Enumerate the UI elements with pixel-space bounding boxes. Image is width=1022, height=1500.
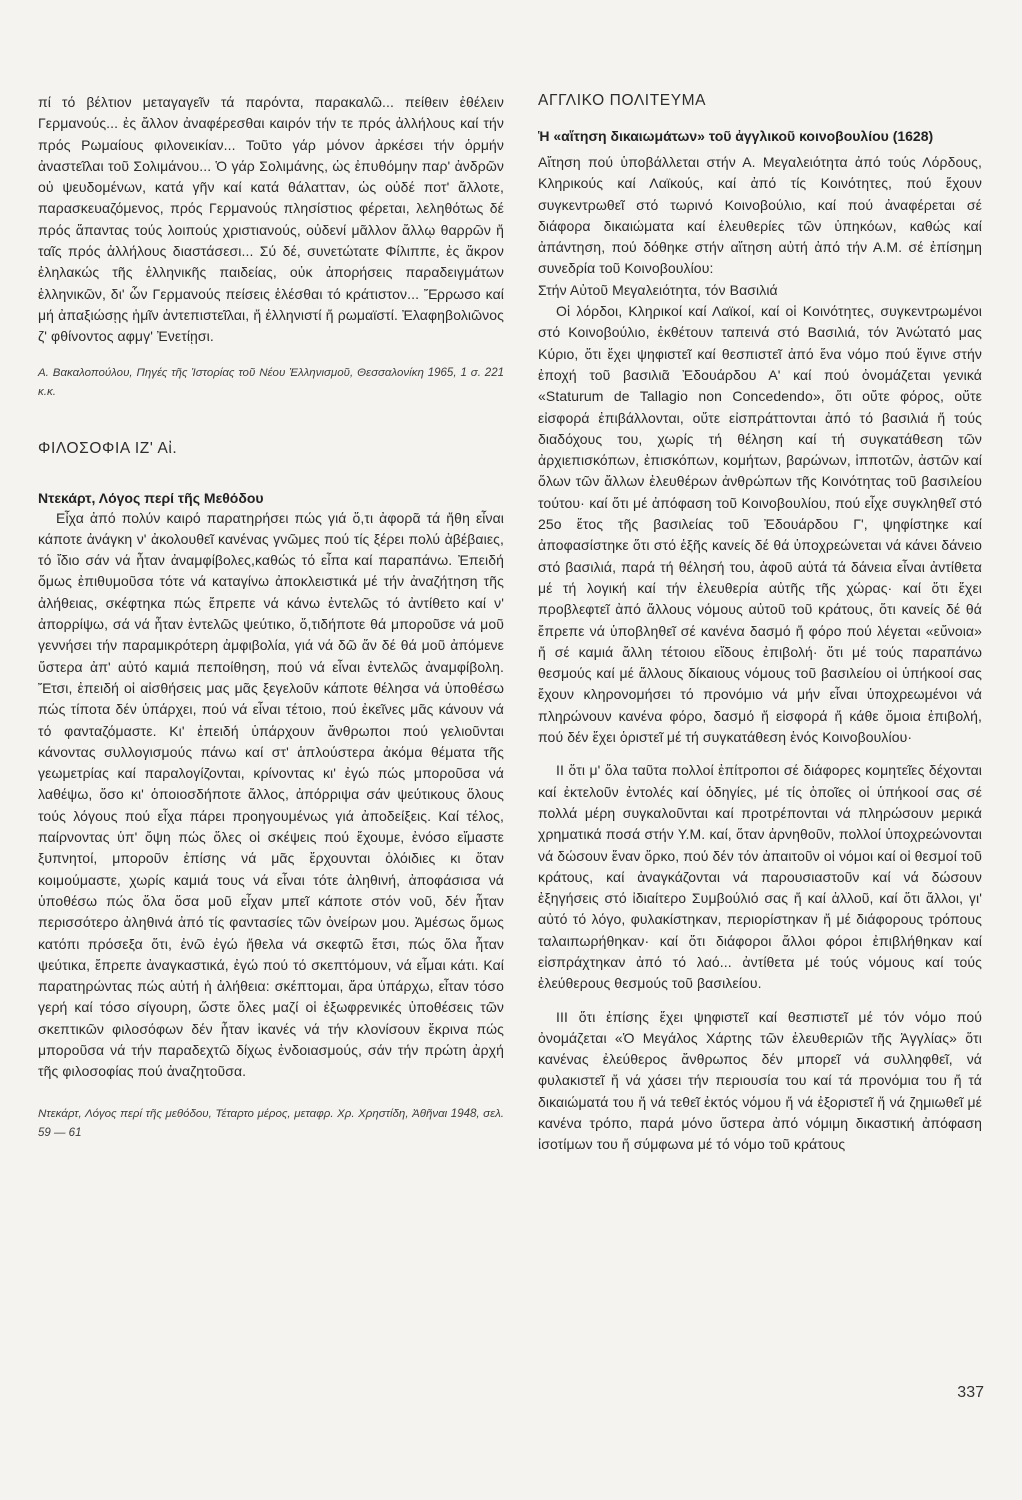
doc-title-descartes: Ντεκάρτ, Λόγος περί τῆς Μεθόδου xyxy=(38,489,264,506)
section-title-philosophy: ΦΙΛΟΣΟΦΙΑ ΙΖ' Αἰ. xyxy=(38,439,178,457)
page-number: 337 xyxy=(957,1384,984,1401)
petition-para-2: ΙΙ ὅτι μ' ὅλα ταῦτα πολλοί ἐπίτροποι σέ διάφορες κομητεῖες δέχονται καί ἐκτελοῦν ἐντολές καί ὁδηγίες, μέ τίς ὁποῖες οἱ ὑπήκοοί σας σέ πολλά μέρη συγκαλοῦνται καί προτρέπονται νά πληρώσουν μερικά χρηματικά ποσά στήν Υ.Μ. καί, ὅταν ἀρνηθοῦν, πολλοί ὑποχρεώνονται νά δώσουν ἕναν ὅρκο, πού δέν τόν ἀπαιτοῦν οἱ νόμοι καί οἱ θεσμοί τοῦ κράτους, καί ἀναγκάζονται νά παρουσιαστοῦν καί νά δώσουν ἐξηγήσεις στό ἰδιαίτερο Συμβούλιό σας ἤ καί ἀλλοῦ, καί ὅτι ἄλλοι, γι' αὐτό τό λόγο, φυλακίστηκαν, περιορίστηκαν ἤ μέ διάφορους τρόπους ταλαιπωρήθηκαν· καί ὅτι διάφοροι ἄλλοι φόροι ἐπιβλήθηκαν καί εἰσπράχτηκαν ἀπό τό λαό... ἀντίθετα μέ τούς νόμους καί τούς ἐλεύθερους θεσμούς τοῦ βασιλείου. xyxy=(538,762,982,992)
petition-intro: Αἴτηση πού ὑποβάλλεται στήν Α. Μεγαλειότητα ἀπό τούς Λόρδους, Κληρικούς καί Λαϊκούς, καί ἀπό τίς Κοινότητες, πού ἔχουν συγκεντρωθεῖ στό τωρινό Κοινοβούλιο, καί πού ἀναφέρεται σέ διάφορα δικαιώματα καί ἐλευθερίες τῶν ὑπηκόων, καθώς καί ἀπάντηση, πού δόθηκε στήν αἴτηση αὐτή ἀπό τήν Α.Μ. σέ ἐπίσημη συνεδρία τοῦ Κοινοβουλίου: xyxy=(538,154,982,277)
doc-title-petition: Ἡ «αἴτηση δικαιωμάτων» τοῦ ἀγγλικοῦ κοινοβουλίου (1628) xyxy=(538,128,934,144)
right-column xyxy=(538,92,982,1156)
petition-para-3: ΙΙΙ ὅτι ἐπίσης ἔχει ψηφιστεῖ καί θεσπιστεῖ μέ τόν νόμο πού ὀνομάζεται «Ὁ Μεγάλος Χάρτης τῶν ἐλευθεριῶν τῆς Ἀγγλίας» ὅτι κανένας ἐλεύθερος ἄνθρωπος δέν μπορεῖ νά συλληφθεῖ, νά φυλακιστεῖ ἤ νά χάσει τήν περιουσία του καί τά προνόμια του ἤ τά δικαιώματά του ἤ νά τεθεῖ ἐκτός νόμου ἤ νά ἐξοριστεῖ ἤ νά ζημιωθεῖ μέ κανένα τρόπο, παρά μόνο ὕστερα ἀπό νόμιμη δικαστική ἀπόφαση ἰσοτίμων του ἤ σύμφωνα μέ τό νόμο τοῦ κράτους xyxy=(538,1008,982,1153)
petition-address: Στήν Αὐτοῦ Μεγαλειότητα, τόν Βασιλιά xyxy=(538,281,778,298)
descartes-source: Ντεκάρτ, Λόγος περί τῆς μεθόδου, Τέταρτο μέρος, μεταφρ. Χρ. Χρηστίδη, Ἀθῆναι 1948, σελ. 59 — 61 xyxy=(38,1107,504,1139)
quote-letter-text: πί τό βέλτιον μεταγαγεῖν τά παρόντα, παρακαλῶ... πείθειν ἐθέλειν Γερμανούς... ἐς ἄλλον ἀναφέρεσθαι καιρόν τήν τε πρός ἀλλήλους καί τήν πρός Ρωμαίους φιλονεικίαν... Τοῦτο γάρ μόνον ἀρκέσει τήν ὁρμήν ἀναστεῖλαι τοῦ Σολιμάνου... Ὁ γάρ Σολιμάνης, ὡς ἐπυθόμην παρ' ἀνδρῶν οὐ ψευδομένων, κατά γῆν καί κατά θάλατταν, ὡς οὐδέ ποτ' ἄλλοτε, παρασκευαζόμενος, πρός Γερμανούς πλησίστιος φέρεται, λεληθότως δέ πρός ἅπαντας τούς λοιπούς χριστιανούς, οὐδενί μᾶλλον ἄλλῳ θαρρῶν ἤ ταῖς πρός ἀλλήλους διαστάσεσι... Σύ δέ, συνετώτατε Φίλιππε, ἐς ἄκρον ἐληλακώς τῆς ἑλληνικῆς παιδείας, οὐκ ἀπορήσεις παραδειγμάτων ἑλληνικῶν, δι' ὧν Γερμανούς πείσεις ἑλέσθαι τό κράτιστον... Ἔρρωσο καί μή ἀπαξιώσῃς ἡμῖν ἀντεπιστεῖλαι, ἤ ἑλληνιστί ἤ ρωμαϊστί. Ἐλαφηβολιῶνος ζ' φθίνοντος αφμγ' Ἐνετίῃσι. xyxy=(38,94,504,345)
quote-letter-source: Α. Βακαλοπούλου, Πηγές τῆς Ἱστορίας τοῦ Νέου Ἑλληνισμοῦ, Θεσσαλονίκη 1965, 1 σ. 221 κ.κ. xyxy=(38,366,504,398)
descartes-text: Εἶχα ἀπό πολύν καιρό παρατηρήσει πώς γιά ὅ,τι ἀφορᾶ τά ἤθη εἶναι κάποτε ἀνάγκη ν' ἀκολουθεῖ κανένας γνῶμες πού τίς ξέρει πολύ ἀβέβαιες, τό ἴδιο σάν νά ἦταν ἀναμφίβολες,καθώς τό εἶπα καί παραπάνω. Ἐπειδή ὅμως ἐπιθυμοῦσα τότε νά καταγίνω ἀποκλειστικά μέ τήν ἀναζήτηση τῆς ἀλήθειας, σκέφτηκα πώς ἔπρεπε νά κάνω ἐντελῶς τό ἀντίθετο καί ν' ἀπορρίψω, σά νά ἦταν ἐντελῶς ψεύτικο, ὅ,τιδήποτε θά μποροῦσε νά μοῦ γεννήσει τήν παραμικρότερη ἀμφιβολία, γιά νά δῶ ἄν δέ θά μοῦ ἀπόμενε ὕστερα ἀπ' αὐτό καμιά πεποίθηση, πού νά εἶναι ἐντελῶς ἀναμφίβολη. Ἔτσι, ἐπειδή οἱ αἰσθήσεις μας μᾶς ξεγελοῦν κάποτε θέλησα νά ὑποθέσω πώς τίποτα δέν ὑπάρχει, πού νά εἶναι τέτοιο, πού ἐκεῖνες μᾶς κάνουν νά τό φανταζόμαστε. Κι' ἐπειδή ὑπάρχουν ἄνθρωποι πού γελιοῦνται κάνοντας συλλογισμούς πάνω καί στ' ἁπλούστερα ἀκόμα θέματα τῆς γεωμετρίας καί παραλογίζονται, κρίνοντας κι' ἐγώ πώς μποροῦσα νά λαθέψω, ὅσο κι' ὁποιοσδήποτε ἄλλος, ἀπόρριψα σάν ψεύτικους ὅλους τούς λόγους πού εἶχα πάρει προηγουμένως γιά ἀποδείξεις. Καί τέλος, παίρνοντας ὑπ' ὄψη πώς ὅλες οἱ σκέψεις πού ἔχουμε, ἐνόσο εἴμαστε ξυπνητοί, μποροῦν ἐπίσης νά μᾶς ἔρχουνται ὁλόιδιες κι ὅταν κοιμούμαστε, χωρίς καμιά τους νά εἶναι τότε ἀληθινή, ἀποφάσισα νά ὑποθέσω πώς ὅλα ὅσα μοῦ εἶχαν μπεῖ κάποτε στόν νοῦ, δέν ἦταν περισσότερο ἀληθινά ἀπό τίς φαντασίες τῶν ὀνείρων μου. Ἀμέσως ὅμως κατόπι πρόσεξα ὅτι, ἐνῶ ἐγώ ἤθελα νά σκεφτῶ ἔτσι, πώς ὅλα ἦταν ψεύτικα, ἔπρεπε ἀναγκαστικά, ἐγώ πού τό σκεπτόμουν, νά εἶμαι κάτι. Καί παρατηρώντας πώς αὐτή ἡ ἀλήθεια: σκέπτομαι, ἄρα ὑπάρχω, εἶταν τόσο γερή καί τόσο σίγουρη, ὥστε ὅλες μαζί οἱ ἐξωφρενικές ὑποθέσεις τῶν σκεπτικῶν φιλοσόφων δέν ἦταν ἱκανές νά τήν κλονίσουν ἔκρινα πώς μποροῦσα νά τήν παραδεχτῶ δίχως ἐνδοιασμούς, σάν τήν πρώτη ἀρχή τῆς φιλοσοφίας πού ἀναζητοῦσα. xyxy=(38,509,504,1080)
section-title-english-constitution: ΑΓΓΛΙΚΟ ΠΟΛΙΤΕΥΜΑ xyxy=(538,92,707,109)
petition-para-1: Οἱ λόρδοι, Κληρικοί καί Λαϊκοί, καί οἱ Κοινότητες, συγκεντρωμένοι στό Κοινοβούλιο, ἐκθέτουν ταπεινά στό Βασιλιά, τόν Ἀνώτατό μας Κύριο, ὅτι ἔχει ψηφιστεῖ καί θεσπιστεῖ ἀπό ἕνα νόμο πού ἔγινε στήν ἐποχή τοῦ βασιλιᾶ Ἐδουάρδου Α' καί πού ὀνομάζεται γενικά «Staturum de Tallagio non Concedendo», ὅτι οὔτε φόρος, οὔτε εἰσφορά ἐπιβάλλονται, οὔτε εἰσπράττονται ἀπό τό βασιλιά ἤ τούς διαδόχους του, χωρίς τή θέληση καί τή συγκατάθεση τῶν ἀρχιεπισκόπων, ἐπισκόπων, κομήτων, βαρώνων, ἱπποτῶν, ἀστῶν καί ὅλων τῶν ἄλλων ἐλευθέρων ἀνθρώπων τῆς Κοινότητας τοῦ βασιλείου τούτου· καί ὅτι μέ ἀπόφαση τοῦ Κοινοβουλίου, πού εἶχε συγκληθεῖ στό 25ο ἔτος τῆς βασιλείας τοῦ Ἐδουάρδου Γ', ψηφίστηκε καί ἀποφασίστηκε ὅτι στό ἑξῆς κανείς δέ θά ὑποχρεώνεται νά κάνει δάνειο στό βασιλιά, παρά τή θέλησή του, ἀφοῦ αὐτά τά δάνεια εἶναι ἀντίθετα μέ τή λογική καί τήν ἐλευθερία αὐτῆς τῆς χώρας· καί ὅτι ἔχει προβλεφτεῖ ἀπό ἄλλους νόμους αὐτοῦ τοῦ κράτους, ὅτι κανείς δέ θά ἔπρεπε νά ὑποβληθεῖ σέ κανένα δασμό ἤ φόρο πού λέγεται «εὔνοια» ἤ σέ καμιά ἄλλη τέτοιου εἴδους ἐπιβολή· ὅτι μέ τούς παραπάνω θεσμούς καί μέ ἄλλους δίκαιους νόμους τοῦ βασιλείου οἱ ὑπήκοοί σας ἔχουν κληρονομήσει τό προνόμιο νά μήν εἶναι ὑποχρεωμένοι νά πληρώνουν κανένα φόρο, δασμό ἤ εἰσφορά ἤ κάθε ὅμοια ἐπιβολή, πού δέν ἔχει ὁριστεῖ μέ τή συγκατάθεση ἑνός Κοινοβουλίου· xyxy=(538,303,982,746)
left-column xyxy=(38,92,504,1143)
